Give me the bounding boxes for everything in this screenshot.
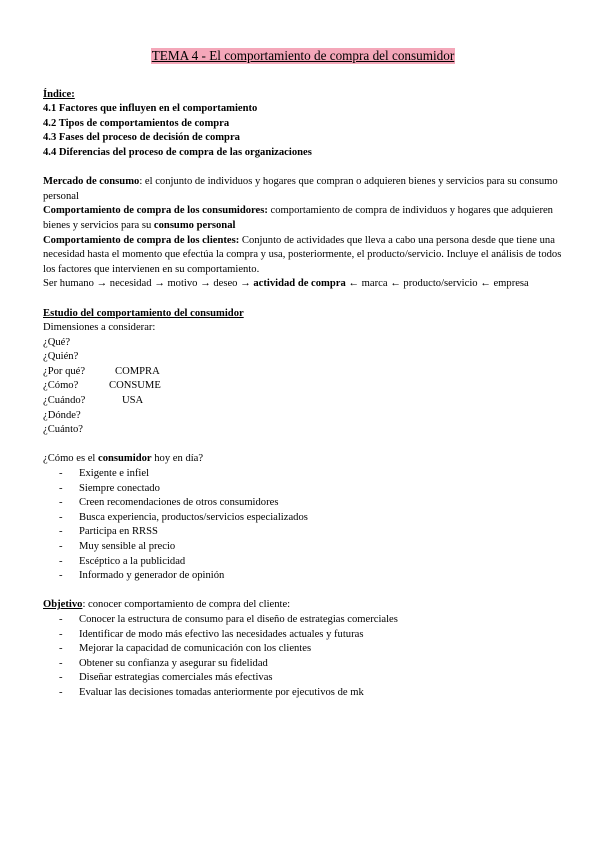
- question-row: ¿Dónde?: [43, 409, 81, 421]
- definition-comportamiento-consumidores: [43, 204, 563, 233]
- index-item: 4.3 Fases del proceso de decisión de compra: [43, 132, 240, 144]
- objetivo-line: Objetivo: conocer comportamiento de compra del cliente:: [43, 599, 291, 611]
- objetivo-list: [43, 613, 563, 701]
- list-item: - Muy sensible al precio: [43, 540, 563, 555]
- list-item: - Mejorar la capacidad de comunicación con los clientes: [43, 642, 563, 657]
- document-title: TEMA 4 - El comportamiento de compra del consumidor: [151, 48, 455, 63]
- list-item: - Escéptico a la publicidad: [43, 555, 563, 570]
- definition-comportamiento-clientes: [43, 234, 563, 278]
- estudio-intro: Dimensiones a considerar:: [43, 322, 156, 334]
- definition-text: : el conjunto de individuos y hogares que compran o adquieren bienes y servicios para su consumo personal: [43, 176, 558, 202]
- question-row: ¿Cuánto?: [43, 424, 84, 436]
- document-page: [43, 48, 563, 701]
- index-item: 4.1 Factores que influyen en el comportamiento: [43, 103, 258, 115]
- list-item: - Identificar de modo más efectivo las necesidades actuales y futuras: [43, 628, 563, 643]
- question-row: ¿Qué?: [43, 336, 71, 348]
- list-item: - Conocer la estructura de consumo para el diseño de estrategias comerciales: [43, 613, 563, 628]
- definition-mercado: [43, 175, 563, 204]
- index-heading: Índice:: [43, 88, 75, 100]
- definition-term: Comportamiento de compra de los consumidores:: [43, 205, 268, 217]
- list-item: - Evaluar las decisiones tomadas anteriormente por ejecutivos de mk: [43, 686, 563, 701]
- chain-emphasis: actividad de compra: [253, 278, 346, 290]
- list-item: - Exigente e infiel: [43, 467, 563, 482]
- consumidor-traits-list: [43, 467, 563, 584]
- question-row: ¿Cuándo? USA: [43, 395, 144, 407]
- index-item: 4.4 Diferencias del proceso de compra de las organizaciones: [43, 146, 312, 158]
- list-item: - Siempre conectado: [43, 482, 563, 497]
- estudio-heading: Estudio del comportamiento del consumidor: [43, 307, 244, 319]
- list-item: - Creen recomendaciones de otros consumidores: [43, 496, 563, 511]
- definition-emphasis: consumo personal: [153, 219, 236, 231]
- question-row: ¿Quién?: [43, 351, 79, 363]
- consumidor-hoy-question: ¿Cómo es el consumidor hoy en día?: [43, 453, 204, 465]
- definition-term: Mercado de consumo: [43, 176, 140, 188]
- purchase-chain: Ser humano → necesidad → motivo → deseo → actividad de compra ← marca ← producto/servicio ← empresa: [43, 278, 529, 290]
- list-item: - Diseñar estrategias comerciales más efectivas: [43, 671, 563, 686]
- list-item: - Participa en RRSS: [43, 525, 563, 540]
- objetivo-term: Objetivo: [43, 599, 83, 611]
- definition-text: Conjunto de actividades que lleva a cabo una persona desde que tiene una necesidad hasta el momento que efectúa la compra y usa, posteriormente, el producto/servicio. Incluye el análisis de todos los factores que intervienen en su comportamiento.: [43, 234, 562, 275]
- list-item: - Informado y generador de opinión: [43, 569, 563, 584]
- list-item: - Obtener su confianza y asegurar su fidelidad: [43, 657, 563, 672]
- index-item: 4.2 Tipos de comportamientos de compra: [43, 117, 230, 129]
- list-item: - Busca experiencia, productos/servicios especializados: [43, 511, 563, 526]
- question-row: ¿Por qué? COMPRA: [43, 365, 160, 377]
- question-row: ¿Cómo? CONSUME: [43, 380, 161, 392]
- definition-term: Comportamiento de compra de los clientes:: [43, 234, 240, 246]
- title-block: [43, 48, 563, 66]
- definition-text: comportamiento de compra de individuos y hogares que adquieren bienes y servicios para su: [43, 205, 553, 231]
